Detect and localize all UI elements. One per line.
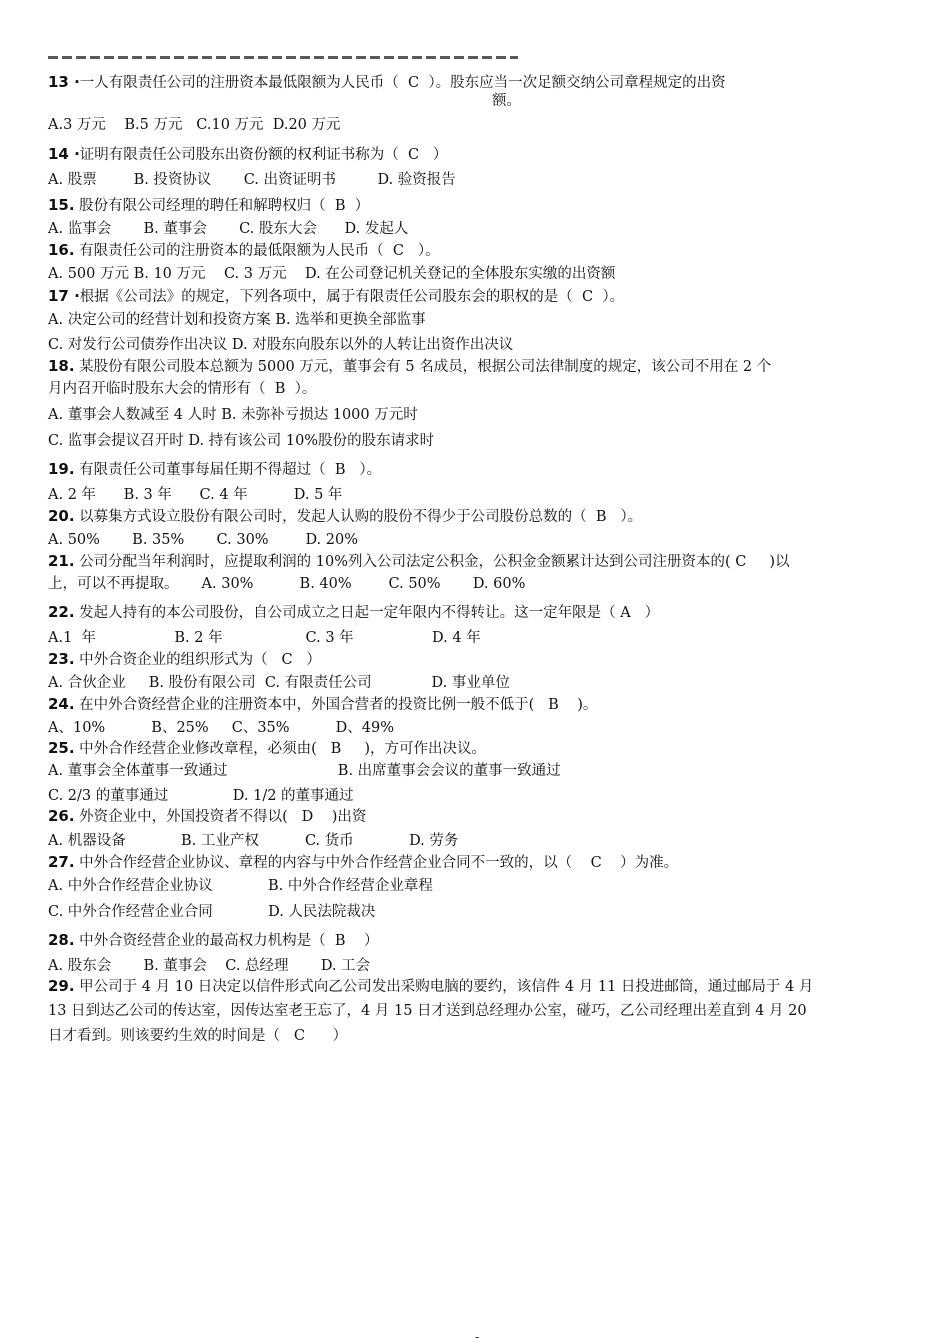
question-26: 26. 外资企业中，外国投资者不得以( D )出资 — [48, 807, 367, 825]
question-24: 24. 在中外合资经营企业的注册资本中，外国合营者的投资比例一般不低于( B )。 — [48, 695, 598, 713]
question-29-line2: 13 日到达乙公司的传达室，因传达室老王忘了，4 月 15 日才送到总经理办公室，碰巧，乙公司经理出差直到 4 月 20 — [48, 1003, 807, 1019]
question-17-options-a-b: A. 决定公司的经营计划和投资方案 B. 选举和更换全部监事 — [48, 312, 426, 328]
question-17-options-c-d: C. 对发行公司债券作出决议 D. 对股东向股东以外的人转让出资作出决议 — [48, 337, 514, 353]
question-13-tail: 额。 — [492, 93, 521, 109]
question-14-options: A. 股票 B. 投资协议 C. 出资证明书 D. 验资报告 — [48, 172, 456, 188]
question-29: 29. 甲公司于 4 月 10 日决定以信件形式向乙公司发出采购电脑的要约，该信件 4 月 11 日投进邮筒，通过邮局于 4 月 — [48, 977, 814, 995]
question-17: 17 ·根据《公司法》的规定，下列各项中，属于有限责任公司股东会的职权的是（ C ）。 — [48, 287, 625, 305]
question-18: 18. 某股份有限公司股本总额为 5000 万元，董事会有 5 名成员，根据公司法律制度的规定，该公司不用在 2 个 — [48, 357, 772, 375]
question-28: 28. 中外合资经营企业的最高权力机构是（ B ） — [48, 931, 379, 949]
question-21: 21. 公司分配当年利润时，应提取利润的 10%列入公司法定公积金，公积金金额累计达到公司注册资本的( C )以 — [48, 552, 790, 570]
question-13: 13 ·一人有限责任公司的注册资本最低限额为人民币（ C ）。股东应当一次足额交纳公司章程规定的出资 — [48, 73, 726, 91]
question-18-line2: 月内召开临时股东大会的情形有（ B ）。 — [48, 381, 317, 397]
question-27-options-c-d: C. 中外合作经营企业合同 D. 人民法院裁决 — [48, 904, 376, 920]
question-25: 25. 中外合作经营企业修改章程，必须由( B )，方可作出决议。 — [48, 739, 487, 757]
question-20: 20. 以募集方式设立股份有限公司时，发起人认购的股份不得少于公司股份总数的（ B ）。 — [48, 507, 643, 525]
question-15: 15. 股份有限公司经理的聘任和解聘权归（ B ） — [48, 196, 370, 214]
question-20-options: A. 50% B. 35% C. 30% D. 20% — [48, 532, 359, 548]
question-18-options-a-b: A. 董事会人数减至 4 人时 B. 未弥补亏损达 1000 万元时 — [48, 407, 418, 423]
question-22: 22. 发起人持有的本公司股份，自公司成立之日起一定年限内不得转让。这一定年限是（ A ） — [48, 603, 660, 621]
cropped-previous-line — [48, 56, 518, 66]
question-13-options: A.3 万元 B.5 万元 C.10 万元 D.20 万元 — [48, 117, 341, 133]
question-26-options: A. 机器设备 B. 工业产权 C. 货币 D. 劳务 — [48, 833, 459, 849]
question-18-options-c-d: C. 监事会提议召开时 D. 持有该公司 10%股份的股东请求时 — [48, 433, 435, 449]
question-16: 16. 有限责任公司的注册资本的最低限额为人民币（ C ）。 — [48, 241, 440, 259]
question-19: 19. 有限责任公司董事每届任期不得超过（ B ）。 — [48, 460, 382, 478]
question-29-line3: 日才看到。则该要约生效的时间是（ C ） — [48, 1028, 348, 1044]
question-15-options: A. 监事会 B. 董事会 C. 股东大会 D. 发起人 — [48, 221, 409, 237]
question-22-options: A.1 年 B. 2 年 C. 3 年 D. 4 年 — [48, 630, 481, 646]
question-25-options-c-d: C. 2/3 的董事通过 D. 1/2 的董事通过 — [48, 788, 354, 804]
question-16-options: A. 500 万元 B. 10 万元 C. 3 万元 D. 在公司登记机关登记的全体股东实缴的出资额 — [48, 266, 616, 282]
question-19-options: A. 2 年 B. 3 年 C. 4 年 D. 5 年 — [48, 487, 343, 503]
question-27-options-a-b: A. 中外合作经营企业协议 B. 中外合作经营企业章程 — [48, 878, 433, 894]
question-23-options: A. 合伙企业 B. 股份有限公司 C. 有限责任公司 D. 事业单位 — [48, 675, 510, 691]
question-27: 27. 中外合作经营企业协议、章程的内容与中外合作经营企业合同不一致的，以（ C ）为准。 — [48, 853, 679, 871]
question-25-options-a-b: A. 董事会全体董事一致通过 B. 出席董事会会议的董事一致通过 — [48, 763, 561, 779]
page-number-mark: - — [475, 1330, 480, 1344]
question-28-options: A. 股东会 B. 董事会 C. 总经理 D. 工会 — [48, 958, 371, 974]
question-14: 14 ·证明有限责任公司股东出资份额的权利证书称为（ C ） — [48, 145, 448, 163]
question-21-line2: 上，可以不再提取。 A. 30% B. 40% C. 50% D. 60% — [48, 576, 526, 592]
question-24-options: A、10% B、25% C、35% D、49% — [48, 720, 394, 736]
question-23: 23. 中外合资企业的组织形式为（ C ） — [48, 650, 321, 668]
